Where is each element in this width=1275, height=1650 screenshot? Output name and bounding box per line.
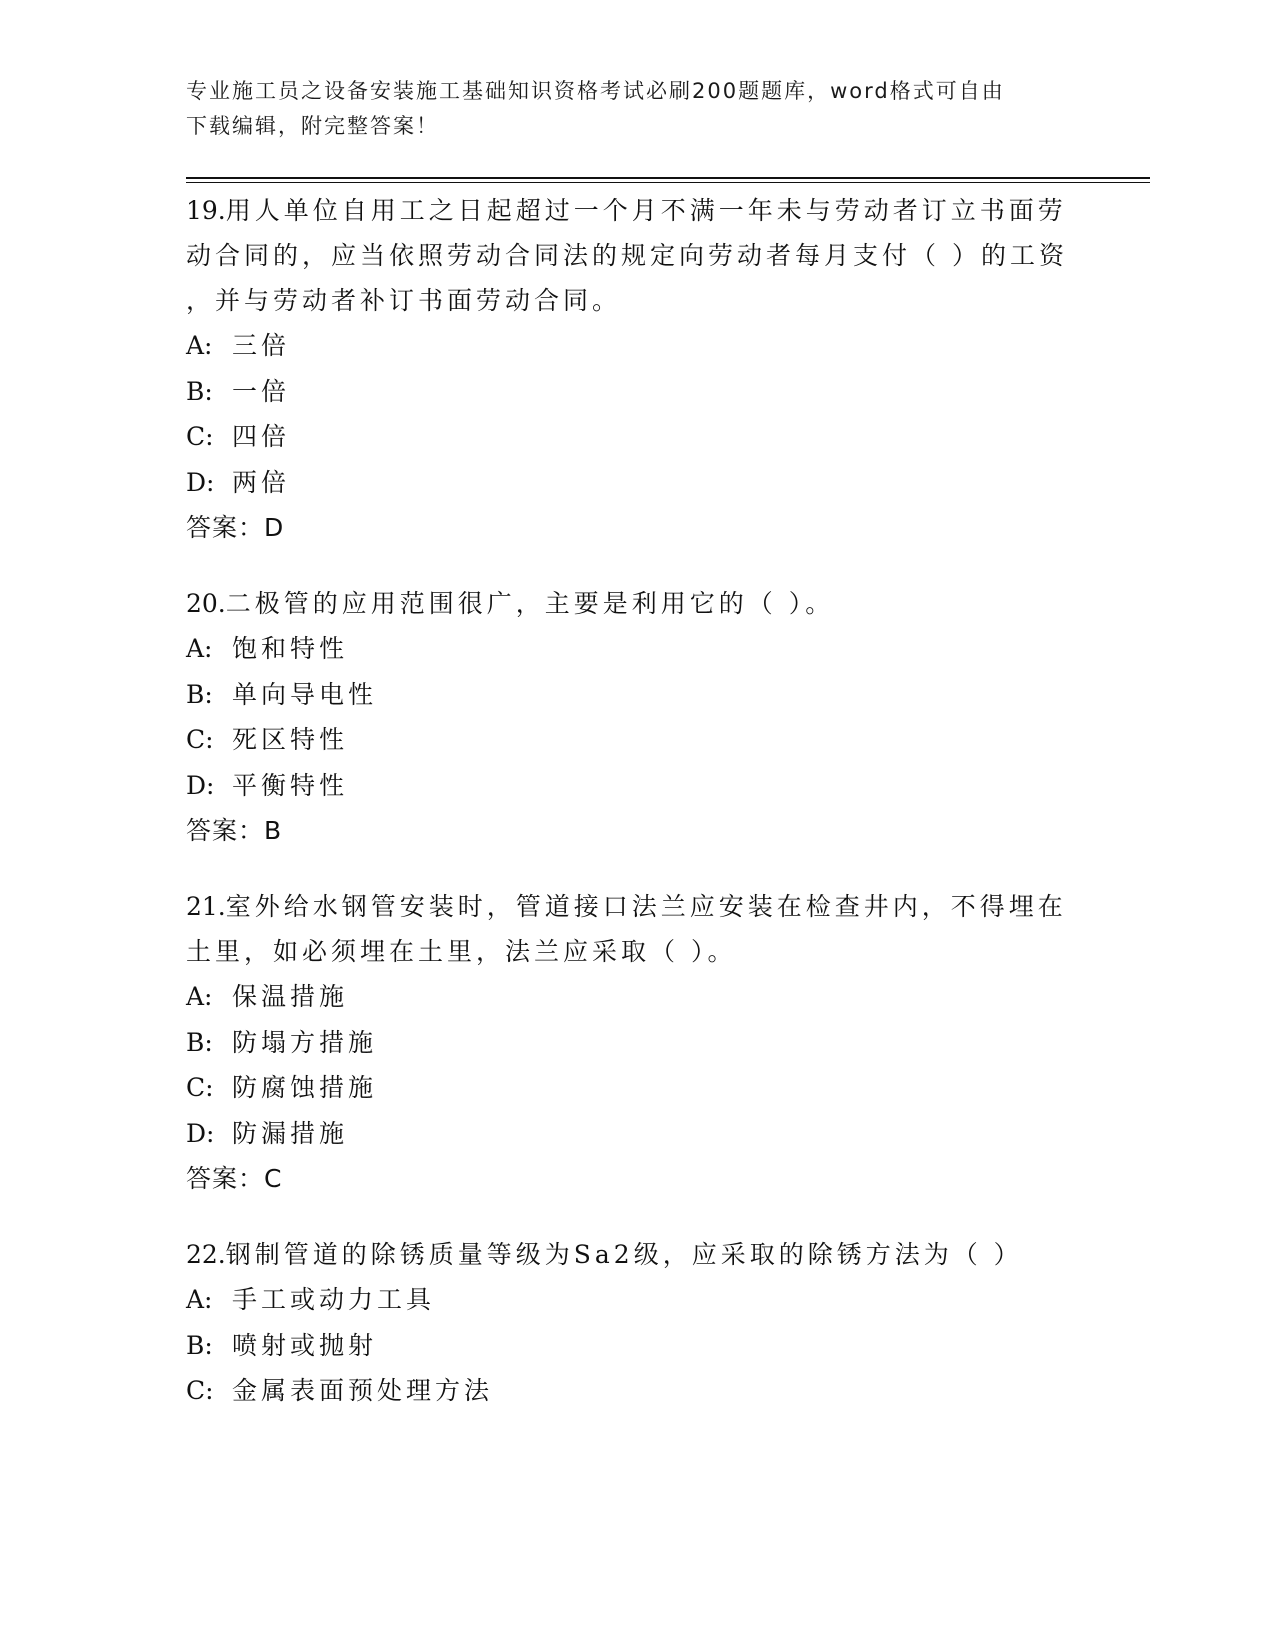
option-a xyxy=(186,323,1096,369)
option-a xyxy=(186,626,1096,672)
option-letter: D: xyxy=(186,1118,215,1148)
question-21 xyxy=(186,884,1096,1201)
option-text: 三倍 xyxy=(232,331,291,360)
option-text: 防漏措施 xyxy=(232,1118,349,1148)
option-a xyxy=(186,974,1096,1020)
option-b xyxy=(186,1020,1096,1066)
option-b xyxy=(186,672,1096,718)
option-letter: A: xyxy=(186,1285,213,1314)
option-c xyxy=(186,717,1096,763)
question-text xyxy=(186,188,1096,233)
question-line: 二极管的应用范围很广，主要是利用它的（ ）。 xyxy=(225,589,835,618)
question-text xyxy=(186,884,1096,929)
option-text: 单向导电性 xyxy=(232,679,378,709)
option-letter: B: xyxy=(186,376,213,406)
option-text: 保温措施 xyxy=(232,982,349,1011)
question-19 xyxy=(186,188,1096,550)
option-b xyxy=(186,1323,1096,1369)
option-text: 死区特性 xyxy=(232,725,349,754)
option-letter: C: xyxy=(186,1376,214,1405)
answer-line: 答案：C xyxy=(186,1164,283,1193)
option-letter: B: xyxy=(186,1330,213,1360)
option-text: 平衡特性 xyxy=(232,770,349,800)
option-c xyxy=(186,1065,1096,1111)
option-c xyxy=(186,1368,1096,1414)
document-header xyxy=(186,74,1076,144)
question-text xyxy=(186,581,1096,626)
answer-line: 答案：B xyxy=(186,816,283,845)
question-line: 动合同的，应当依照劳动合同法的规定向劳动者每月支付（ ）的工资 xyxy=(186,241,1068,270)
option-b xyxy=(186,369,1096,415)
question-number: 22. xyxy=(186,1240,226,1269)
question-22 xyxy=(186,1232,1096,1414)
question-list xyxy=(186,188,1096,1445)
option-text: 喷射或抛射 xyxy=(232,1330,378,1360)
option-d xyxy=(186,460,1096,506)
option-text: 手工或动力工具 xyxy=(232,1285,436,1314)
option-text: 防腐蚀措施 xyxy=(232,1073,378,1102)
question-line: 钢制管道的除锈质量等级为Sa2级，应采取的除锈方法为（ ） xyxy=(225,1240,1023,1269)
option-d xyxy=(186,1111,1096,1157)
option-text: 饱和特性 xyxy=(232,634,349,663)
question-line: 土里，如必须埋在土里，法兰应采取（ ）。 xyxy=(186,937,737,966)
option-letter: D: xyxy=(186,467,215,497)
answer-line: 答案：D xyxy=(186,513,285,542)
option-letter: A: xyxy=(186,331,213,360)
option-a xyxy=(186,1277,1096,1323)
question-number: 21. xyxy=(186,892,226,921)
option-text: 一倍 xyxy=(232,376,291,406)
option-letter: C: xyxy=(186,1073,214,1102)
option-text: 金属表面预处理方法 xyxy=(232,1376,494,1405)
option-text: 防塌方措施 xyxy=(232,1027,378,1057)
option-d xyxy=(186,763,1096,809)
option-letter: B: xyxy=(186,679,213,709)
header-line-2: 下载编辑，附完整答案！ xyxy=(186,114,439,138)
option-letter: C: xyxy=(186,725,214,754)
question-number: 19. xyxy=(186,196,226,225)
option-letter: C: xyxy=(186,422,214,451)
header-divider-thin xyxy=(186,182,1150,183)
question-line: ，并与劳动者补订书面劳动合同。 xyxy=(186,286,622,315)
question-number: 20. xyxy=(186,589,226,618)
header-line-1: 专业施工员之设备安装施工基础知识资格考试必刷200题题库，word格式可自由 xyxy=(186,79,1005,103)
question-line: 室外给水钢管安装时，管道接口法兰应安装在检查井内，不得埋在 xyxy=(225,892,1067,921)
header-divider-thick xyxy=(186,177,1150,179)
option-letter: A: xyxy=(186,634,213,663)
question-text xyxy=(186,1232,1096,1277)
option-c xyxy=(186,414,1096,460)
question-line: 用人单位自用工之日起超过一个月不满一年未与劳动者订立书面劳 xyxy=(225,196,1067,225)
question-20 xyxy=(186,581,1096,853)
option-letter: B: xyxy=(186,1027,213,1057)
option-letter: D: xyxy=(186,770,215,800)
option-letter: A: xyxy=(186,982,213,1011)
option-text: 两倍 xyxy=(232,467,291,497)
option-text: 四倍 xyxy=(232,422,291,451)
